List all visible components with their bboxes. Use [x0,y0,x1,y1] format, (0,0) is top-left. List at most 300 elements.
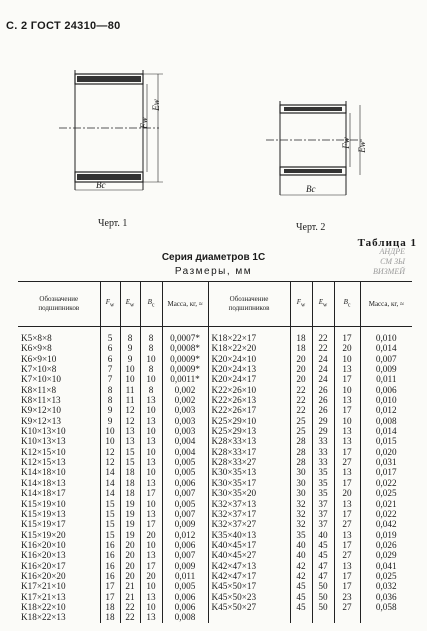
cell-fw-right: 18 [290,343,312,353]
cell-ew-left: 19 [120,519,140,529]
cell-designation-left: K15×19×17 [21,519,66,530]
cell-bc-left: 8 [140,327,162,344]
cell-designation-right: K28×33×17 [208,447,290,457]
cell-designation-right: K40×45×17 [208,540,290,550]
cell-fw-left: 14 [100,478,120,488]
page-header: С. 2 ГОСТ 24310—80 [6,20,121,32]
cell-designation-right: K22×26×17 [208,405,290,415]
figure-1-caption: Черт. 1 [98,218,128,229]
cell-bc-left: 10 [140,602,162,612]
cell-ew-left: 13 [120,426,140,436]
cell-designation-right: K30×35×13 [208,467,290,477]
cell-fw-right: 28 [290,436,312,446]
cell-bc-left: 13 [140,395,162,405]
cell-ew-right: 37 [312,509,334,519]
cell-bc-right: 17 [334,405,360,415]
cell-bc-right: 17 [334,571,360,581]
cell-fw-right: 30 [290,478,312,488]
cell-designation-right: K25×29×13 [208,426,290,436]
cell-designation-right: K45×50×17 [208,581,290,591]
cell-designation-right: K42×47×13 [208,561,290,571]
cell-bc-right: 27 [334,550,360,560]
cell-designation-right: K35×40×13 [208,530,290,540]
cell-fw-right: 32 [290,519,312,529]
cell-designation-left: K8×11×13 [21,395,61,406]
cell-fw-left: 17 [100,581,120,591]
table-header-row [18,282,412,327]
cell-fw-left: 7 [100,364,120,374]
cell-mass-left: 0,007 [162,509,208,519]
cell-designation-right: K45×50×23 [208,592,290,602]
cell-fw-left: 8 [100,395,120,405]
cell-ew-right: 37 [312,499,334,509]
cell-fw-right: 28 [290,457,312,467]
cell-mass-left: 0,002 [162,385,208,395]
cell-fw-left: 12 [100,457,120,467]
cell-designation-left: K17×21×13 [21,591,66,602]
cell-fw-left: 7 [100,374,120,384]
cell-ew-left: 9 [120,343,140,353]
cell-ew-left: 18 [120,467,140,477]
cell-mass-left: 0,005 [162,467,208,477]
cell-designation-right: K20×24×10 [208,354,290,364]
cell-bc-right [334,612,360,622]
cell-fw-left: 5 [100,327,120,344]
cell-designation-left: K10×13×13 [21,436,66,447]
col-bc-right: $B_c$ [334,282,360,327]
cell-designation-right: K20×24×13 [208,364,290,374]
cell-bc-right: 10 [334,416,360,426]
cell-designation-left: K7×10×10 [21,374,61,385]
table-row [18,447,412,457]
cell-ew-right: 29 [312,416,334,426]
cell-bc-right: 10 [334,354,360,364]
cell-bc-right: 27 [334,602,360,612]
cell-fw-left: 9 [100,405,120,415]
cell-mass-left: 0,007 [162,550,208,560]
cell-bc-left: 17 [140,561,162,571]
cell-fw-right: 20 [290,354,312,364]
cell-designation-left: K18×22×10 [21,601,66,612]
cell-ew-right [312,612,334,622]
cell-designation-left: K18×22×13 [21,612,66,623]
cell-mass-right: 0,020 [360,447,412,457]
cell-fw-right: 25 [290,416,312,426]
cell-bc-left: 10 [140,467,162,477]
cell-designation-left: K15×19×13 [21,508,66,519]
cell-mass-left: 0,006 [162,540,208,550]
cell-designation-left: K10×13×10 [21,426,66,437]
cell-bc-left: 20 [140,530,162,540]
cell-fw-right: 22 [290,405,312,415]
cell-mass-left: 0,0008* [162,343,208,353]
cell-designation-left: K7×10×8 [21,364,57,375]
cell-mass-left: 0,003 [162,405,208,415]
cell-mass-right: 0,021 [360,499,412,509]
cell-ew-left: 19 [120,509,140,519]
cell-designation-right: K28×33×27 [208,457,290,467]
cell-bc-right: 10 [334,385,360,395]
cell-fw-right: 45 [290,581,312,591]
cell-mass-right: 0,019 [360,530,412,540]
cell-designation-right: K32×37×17 [208,509,290,519]
ghost-text-2: СМ ЗЫ [380,257,405,266]
table-row [18,612,412,622]
cell-fw-left: 18 [100,612,120,622]
cell-ew-right: 35 [312,478,334,488]
cell-fw-right: 45 [290,592,312,602]
table-row [18,581,412,591]
cell-bc-left: 8 [140,385,162,395]
cell-mass-left: 0,007 [162,488,208,498]
cell-mass-left: 0,005 [162,499,208,509]
cell-ew-left: 10 [120,364,140,374]
series-title: Серия диаметров 1С [161,252,266,263]
cell-mass-left: 0,009 [162,561,208,571]
cell-fw-right: 32 [290,499,312,509]
cell-mass-right: 0,006 [360,385,412,395]
cell-mass-right: 0,010 [360,327,412,344]
cell-mass-right: 0,015 [360,436,412,446]
table-row [18,364,412,374]
cell-fw-left: 14 [100,467,120,477]
cell-ew-right: 26 [312,405,334,415]
cell-ew-right: 40 [312,530,334,540]
cell-mass-right: 0,007 [360,354,412,364]
cell-ew-right: 50 [312,592,334,602]
cell-fw-left: 9 [100,416,120,426]
cell-mass-left: 0,005 [162,581,208,591]
cell-designation-right: K45×50×27 [208,602,290,612]
cell-designation-right: K18×22×17 [208,327,290,344]
cell-bc-left: 13 [140,457,162,467]
cell-mass-left: 0,0007* [162,327,208,344]
cell-fw-right: 22 [290,385,312,395]
cell-bc-right: 17 [334,478,360,488]
cell-fw-left: 17 [100,592,120,602]
cell-bc-left: 20 [140,571,162,581]
cell-bc-left: 13 [140,550,162,560]
cell-fw-right: 25 [290,426,312,436]
cell-designation-left: K9×12×13 [21,415,61,426]
table-row [18,519,412,529]
cell-designation-right: K30×35×20 [208,488,290,498]
cell-mass-left: 0,006 [162,592,208,602]
cell-mass-right: 0,058 [360,602,412,612]
cell-ew-left: 12 [120,416,140,426]
cell-mass-right: 0,014 [360,343,412,353]
cell-mass-left: 0,008 [162,612,208,622]
cell-ew-left: 19 [120,499,140,509]
cell-fw-right: 20 [290,364,312,374]
figure-2-label-fw: Fw [340,137,351,149]
cell-designation-left: K15×19×10 [21,498,66,509]
cell-fw-left: 16 [100,571,120,581]
cell-designation-left: K6×9×8 [21,343,52,354]
cell-mass-left: 0,006 [162,478,208,488]
cell-ew-left: 20 [120,540,140,550]
cell-fw-left: 15 [100,509,120,519]
cell-ew-right: 45 [312,540,334,550]
table-row [18,592,412,602]
figure-1-label-bc: Bc [96,180,106,190]
cell-bc-right: 17 [334,374,360,384]
cell-mass-right: 0,010 [360,395,412,405]
cell-designation-left: K12×15×10 [21,446,66,457]
cell-fw-right: 28 [290,447,312,457]
cell-ew-left: 18 [120,488,140,498]
cell-ew-right: 45 [312,550,334,560]
cell-bc-right: 17 [334,581,360,591]
cell-fw-right: 22 [290,395,312,405]
table-row [18,602,412,612]
cell-fw-left: 15 [100,519,120,529]
table-title: Таблица 1 [357,237,417,249]
table-row [18,354,412,364]
cell-ew-right: 33 [312,447,334,457]
cell-fw-right: 32 [290,509,312,519]
cell-ew-left: 11 [120,385,140,395]
cell-bc-left: 13 [140,509,162,519]
cell-ew-right: 50 [312,581,334,591]
table-row [18,561,412,571]
cell-fw-left: 16 [100,550,120,560]
cell-ew-right: 50 [312,602,334,612]
cell-fw-right: 35 [290,530,312,540]
cell-ew-left: 22 [120,612,140,622]
cell-designation-right: K20×24×17 [208,374,290,384]
cell-ew-right: 29 [312,426,334,436]
cell-ew-left: 13 [120,436,140,446]
cell-bc-left: 8 [140,343,162,353]
cell-designation-left: K16×20×10 [21,539,66,550]
cell-designation-left: K16×20×13 [21,550,66,561]
cell-designation-left: K17×21×10 [21,581,66,592]
table-row [18,395,412,405]
cell-designation-left: K12×15×13 [21,457,66,468]
cell-bc-right: 13 [334,364,360,374]
cell-bc-right: 27 [334,519,360,529]
col-mass-left: Масса, кг, ≈ [162,282,208,327]
table-row [18,327,412,344]
cell-bc-left: 8 [140,364,162,374]
cell-ew-right: 35 [312,467,334,477]
cell-bc-right: 27 [334,457,360,467]
cell-bc-right: 13 [334,561,360,571]
table-row [18,509,412,519]
cell-ew-left: 9 [120,354,140,364]
cell-ew-left: 15 [120,447,140,457]
cell-designation-right: K28×33×13 [208,436,290,446]
cell-bc-right: 17 [334,327,360,344]
ghost-text-3: ВИЗМЕЙ [373,267,405,276]
cell-ew-right: 47 [312,571,334,581]
cell-ew-left: 19 [120,530,140,540]
cell-ew-left: 8 [120,327,140,344]
cell-mass-right: 0,011 [360,374,412,384]
cell-bc-left: 13 [140,416,162,426]
cell-ew-left: 15 [120,457,140,467]
cell-bc-right: 20 [334,488,360,498]
cell-mass-right: 0,008 [360,416,412,426]
table-row [18,530,412,540]
cell-bc-left: 10 [140,405,162,415]
cell-mass-left: 0,002 [162,395,208,405]
cell-bc-right: 23 [334,592,360,602]
cell-designation-left: K14×18×13 [21,477,66,488]
cell-fw-right: 45 [290,602,312,612]
col-fw-left: $F_w$ [100,282,120,327]
cell-ew-left: 21 [120,592,140,602]
table-row [18,426,412,436]
table-row [18,571,412,581]
figure-2-caption: Черт. 2 [296,222,326,233]
cell-fw-right: 40 [290,550,312,560]
table-row [18,488,412,498]
cell-fw-left: 10 [100,426,120,436]
cell-bc-right: 13 [334,467,360,477]
cell-bc-right: 17 [334,447,360,457]
cell-ew-right: 26 [312,395,334,405]
cell-mass-left: 0,0009* [162,364,208,374]
cell-fw-left: 15 [100,530,120,540]
cell-bc-right: 13 [334,499,360,509]
ghost-text-1: АНДРЕ [379,247,405,256]
col-designation-right: Обозначение подшипников [208,282,290,327]
figure-1-label-fw: Fw [138,117,149,129]
cell-fw-left: 15 [100,499,120,509]
col-ew-left: $E_w$ [120,282,140,327]
cell-mass-right: 0,041 [360,561,412,571]
cell-bc-left: 10 [140,354,162,364]
cell-mass-left: 0,003 [162,416,208,426]
cell-mass-left: 0,005 [162,457,208,467]
figure-1-label-ew: Ew [150,99,161,111]
cell-bc-right: 13 [334,395,360,405]
table-row [18,457,412,467]
cell-designation-left: K6×9×10 [21,353,57,364]
table-row [18,385,412,395]
table-row [18,343,412,353]
cell-ew-right: 33 [312,436,334,446]
table-row [18,540,412,550]
cell-bc-left: 10 [140,540,162,550]
cell-designation-right: K22×26×13 [208,395,290,405]
cell-designation-left: K5×8×8 [21,333,52,343]
cell-ew-left: 22 [120,602,140,612]
cell-designation-right: K30×35×17 [208,478,290,488]
cell-bc-right: 13 [334,530,360,540]
cell-mass-right: 0,042 [360,519,412,529]
cell-ew-left: 12 [120,405,140,415]
cell-mass-right: 0,026 [360,540,412,550]
cell-designation-left: K9×12×10 [21,405,61,416]
cell-fw-left: 14 [100,488,120,498]
col-fw-right: $F_w$ [290,282,312,327]
figure-2-label-ew: Ew [356,141,367,153]
cell-mass-right: 0,032 [360,581,412,591]
cell-designation-left: K16×20×17 [21,560,66,571]
cell-ew-left: 20 [120,571,140,581]
cell-bc-left: 10 [140,447,162,457]
figure-1-drawing [55,62,175,207]
cell-fw-left: 16 [100,540,120,550]
cell-ew-left: 21 [120,581,140,591]
cell-bc-right: 17 [334,509,360,519]
col-designation-left: Обозначение подшипников [18,282,100,327]
table-row [18,416,412,426]
cell-mass-right: 0,014 [360,426,412,436]
col-ew-right: $E_w$ [312,282,334,327]
cell-mass-right: 0,036 [360,592,412,602]
cell-mass-right: 0,025 [360,571,412,581]
cell-mass-right: 0,029 [360,550,412,560]
cell-bc-left: 10 [140,426,162,436]
cell-designation-right: K22×26×10 [208,385,290,395]
cell-mass-right: 0,025 [360,488,412,498]
cell-ew-right: 33 [312,457,334,467]
cell-mass-left: 0,012 [162,530,208,540]
table-row [18,478,412,488]
cell-designation-left: K8×11×8 [21,384,57,395]
cell-fw-right: 30 [290,467,312,477]
cell-designation-left: K15×19×20 [21,529,66,540]
cell-fw-right: 42 [290,571,312,581]
cell-bc-right: 13 [334,426,360,436]
cell-bc-left: 10 [140,581,162,591]
cell-ew-left: 11 [120,395,140,405]
table-row [18,467,412,477]
table-row [18,374,412,384]
cell-fw-right: 40 [290,540,312,550]
cell-mass-left: 0,004 [162,436,208,446]
cell-fw-left: 16 [100,561,120,571]
cell-ew-left: 10 [120,374,140,384]
cell-ew-left: 20 [120,561,140,571]
cell-bc-left: 13 [140,592,162,602]
cell-fw-left: 10 [100,436,120,446]
cell-designation-left: K14×18×17 [21,488,66,499]
cell-bc-left: 10 [140,499,162,509]
cell-ew-right: 26 [312,385,334,395]
cell-designation-left: K16×20×20 [21,570,66,581]
cell-ew-left: 18 [120,478,140,488]
cell-bc-left: 10 [140,374,162,384]
cell-fw-right [290,612,312,622]
figure-2-label-bc: Bc [306,184,316,194]
cell-mass-left: 0,004 [162,447,208,457]
cell-fw-right: 42 [290,561,312,571]
cell-designation-right: K32×37×13 [208,499,290,509]
cell-ew-left: 20 [120,550,140,560]
cell-ew-right: 47 [312,561,334,571]
cell-mass-right: 0,009 [360,364,412,374]
cell-ew-right: 24 [312,374,334,384]
cell-fw-right: 30 [290,488,312,498]
cell-mass-right: 0,022 [360,478,412,488]
cell-mass-right: 0,031 [360,457,412,467]
cell-designation-right: K40×45×27 [208,550,290,560]
cell-mass-right: 0,017 [360,467,412,477]
cell-mass-right: 0,022 [360,509,412,519]
cell-mass-right [360,612,412,622]
cell-designation-right [208,612,290,622]
bearing-table [18,281,412,623]
col-bc-left: $B_c$ [140,282,162,327]
cell-bc-right: 20 [334,343,360,353]
cell-bc-right: 13 [334,436,360,446]
sizes-label: Размеры, мм [174,266,253,277]
